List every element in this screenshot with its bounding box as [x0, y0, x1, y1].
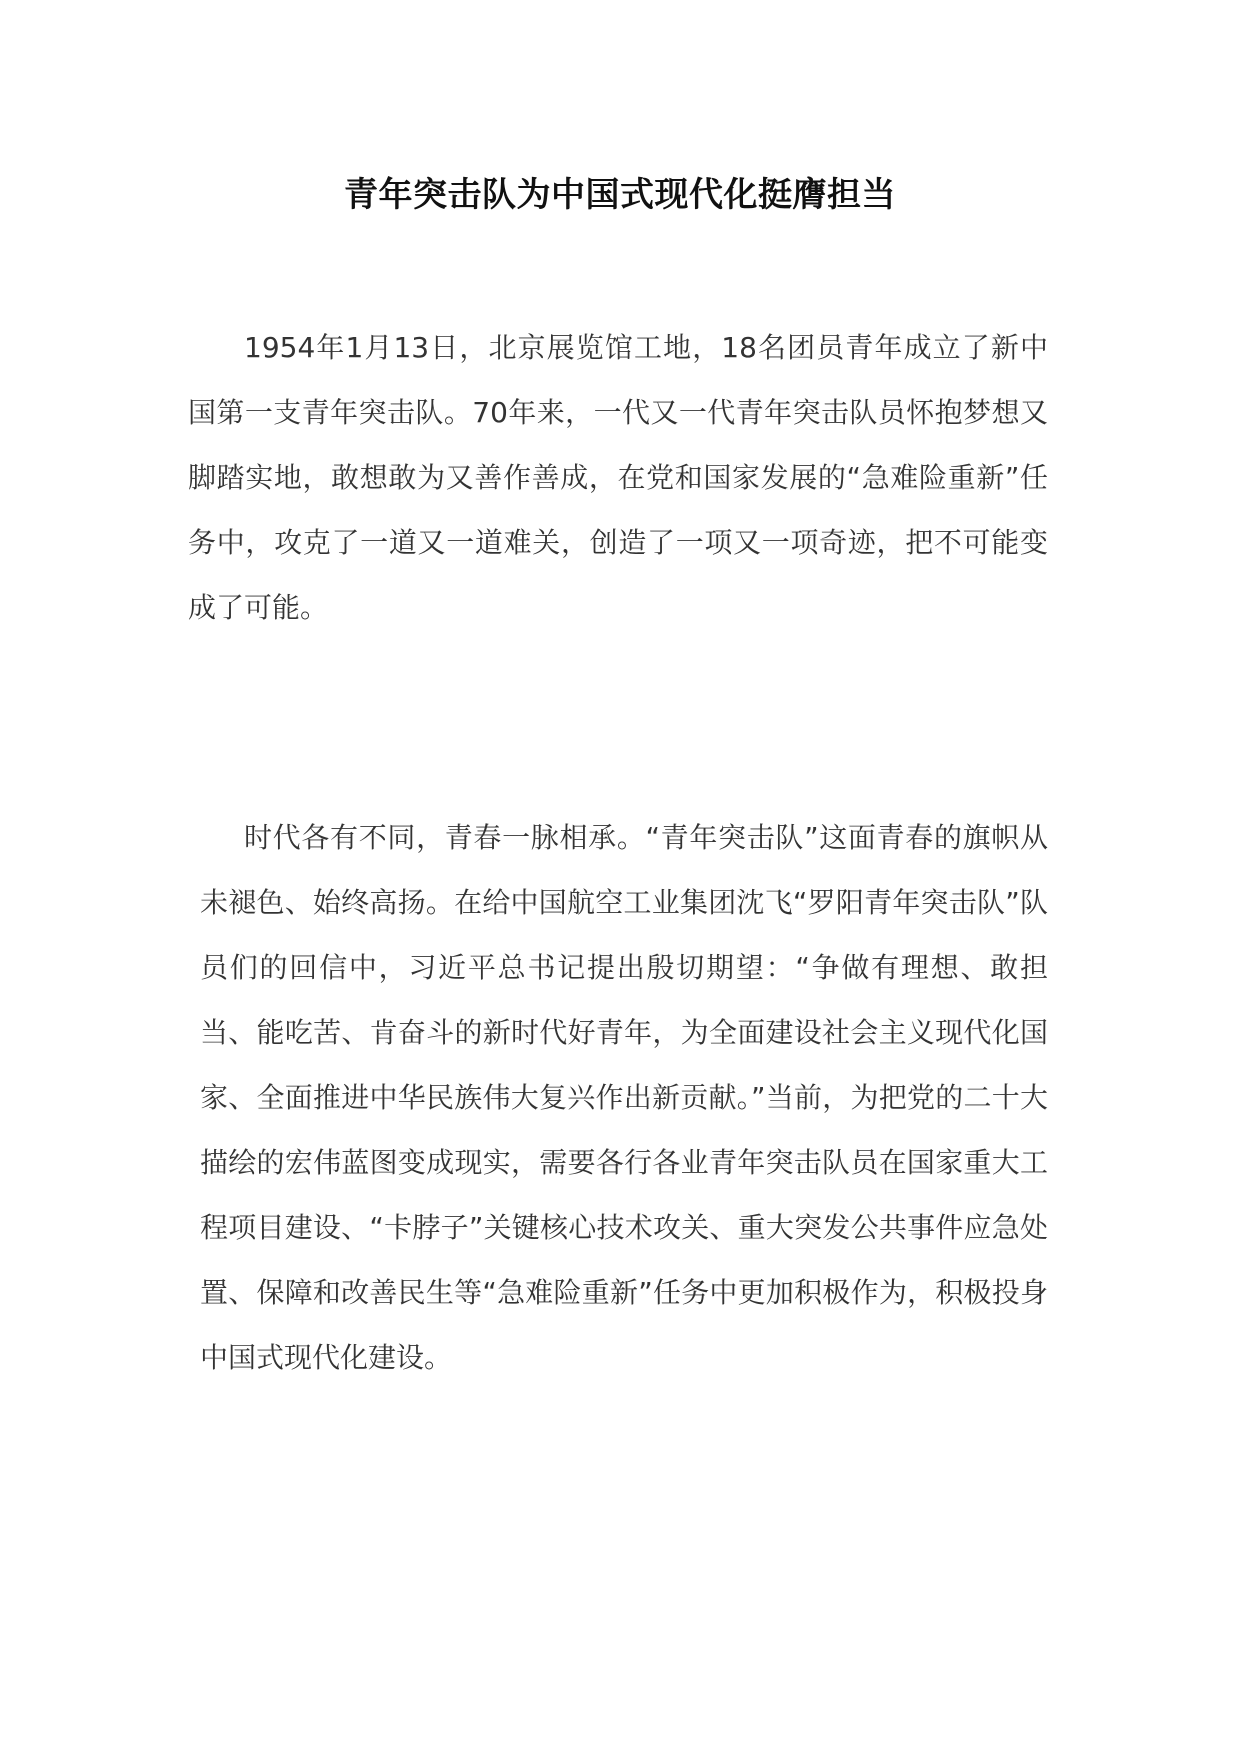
body-paragraph-1: 1954年1月13日，北京展览馆工地，18名团员青年成立了新中国第一支青年突击队。70年来，一代又一代青年突击队员怀抱梦想又脚踏实地，敢想敢为又善作善成，在党和国家发展的“急难险重新”任务中，攻克了一道又一道难关，创造了一项又一项奇迹，把不可能变成了可能。 — [188, 331, 1048, 624]
body-paragraph-2: 时代各有不同，青春一脉相承。“青年突击队”这面青春的旗帜从未褪色、始终高扬。在给中国航空工业集团沈飞“罗阳青年突击队”队员们的回信中，习近平总书记提出殷切期望：“争做有理想、敢担当、能吃苦、肯奋斗的新时代好青年，为全面建设社会主义现代化国家、全面推进中华民族伟大复兴作出新贡献。”当前，为把党的二十大描绘的宏伟蓝图变成现实，需要各行各业青年突击队员在国家重大工程项目建设、“卡脖子”关键核心技术攻关、重大突发公共事件应急处置、保障和改善民生等“急难险重新”任务中更加积极作为，积极投身中国式现代化建设。 — [200, 821, 1048, 1374]
document-title: 青年突击队为中国式现代化挺膺担当 — [344, 175, 896, 215]
